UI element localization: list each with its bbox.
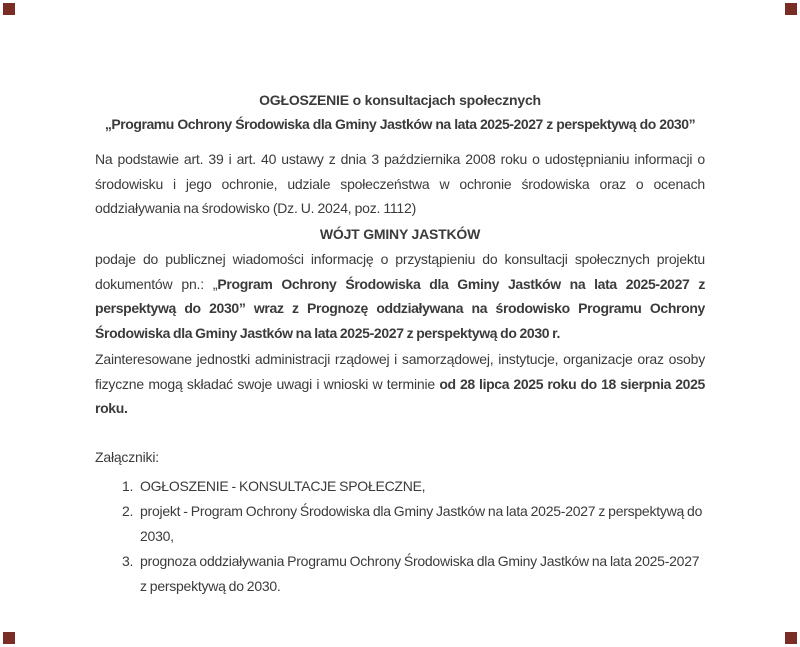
authority-heading: WÓJT GMINY JASTKÓW [319, 225, 481, 242]
corner-marker-bottom-left [3, 632, 15, 644]
corner-marker-top-right [785, 3, 797, 15]
document-title-line2: „Programu Ochrony Środowiska dla Gminy Jastków na lata 2025-2027 z perspektywą do 2030” [104, 115, 696, 132]
legal-basis-paragraph: Na podstawie art. 39 i art. 40 ustawy z dnia 3 października 2008 roku o udostępnianiu informacji o środowisku i jego ochronie, udziale społeczeństwa w ochronie środowiska oraz o ocenach oddziaływania na środowisko (Dz. U. 2024, poz. 1112) [95, 151, 705, 216]
attachment-item-text: OGŁOSZENIE - KONSULTACJE SPOŁECZNE, [140, 477, 426, 494]
announcement-text-bold: Program Ochrony Środowiska dla Gminy Jastków na lata 2025-2027 z perspektywą do 2030” wraz z Prognozę oddziaływana na środowisko Programu Ochrony Środowiska dla Gminy Jastków na lata 2025-2027 z perspektywą do 2030 r. [95, 275, 705, 341]
attachment-item-number: 2. [122, 503, 134, 519]
attachment-list-item [122, 549, 705, 598]
corner-marker-top-left [3, 3, 15, 15]
attachment-item-number: 3. [122, 553, 134, 569]
attachment-item-text: projekt - Program Ochrony Środowiska dla Gminy Jastków na lata 2025-2027 z perspektywą do 2030, [140, 503, 703, 544]
corner-marker-bottom-right [785, 632, 797, 644]
attachment-item-text: prognoza oddziaływania Programu Ochrony Środowiska dla Gminy Jastków na lata 2025-2027 z perspektywą do 2030. [140, 553, 700, 594]
announcement-paragraph [95, 247, 705, 345]
attachment-list-item [122, 474, 705, 499]
document-title-line1: OGŁOSZENIE o konsultacjach społecznych [259, 92, 541, 108]
deadline-paragraph [95, 347, 705, 421]
attachment-item-number: 1. [122, 477, 134, 494]
attachments-list [122, 474, 705, 599]
announcement-text-regular: podaje do publicznej wiadomości informację o przystąpieniu do konsultacji społecznych projektu dokumentów pn.: „ [95, 251, 705, 292]
attachments-label: Załączniki: [95, 449, 159, 465]
deadline-text-bold: od 28 lipca 2025 roku do 18 sierpnia 2025 roku. [95, 375, 705, 416]
attachment-list-item [122, 499, 705, 548]
deadline-text-regular: Zainteresowane jednostki administracji rządowej i samorządowej, instytucje, organizacje oraz osoby fizyczne mogą składać swoje uwagi i wnioski w terminie [95, 351, 705, 392]
